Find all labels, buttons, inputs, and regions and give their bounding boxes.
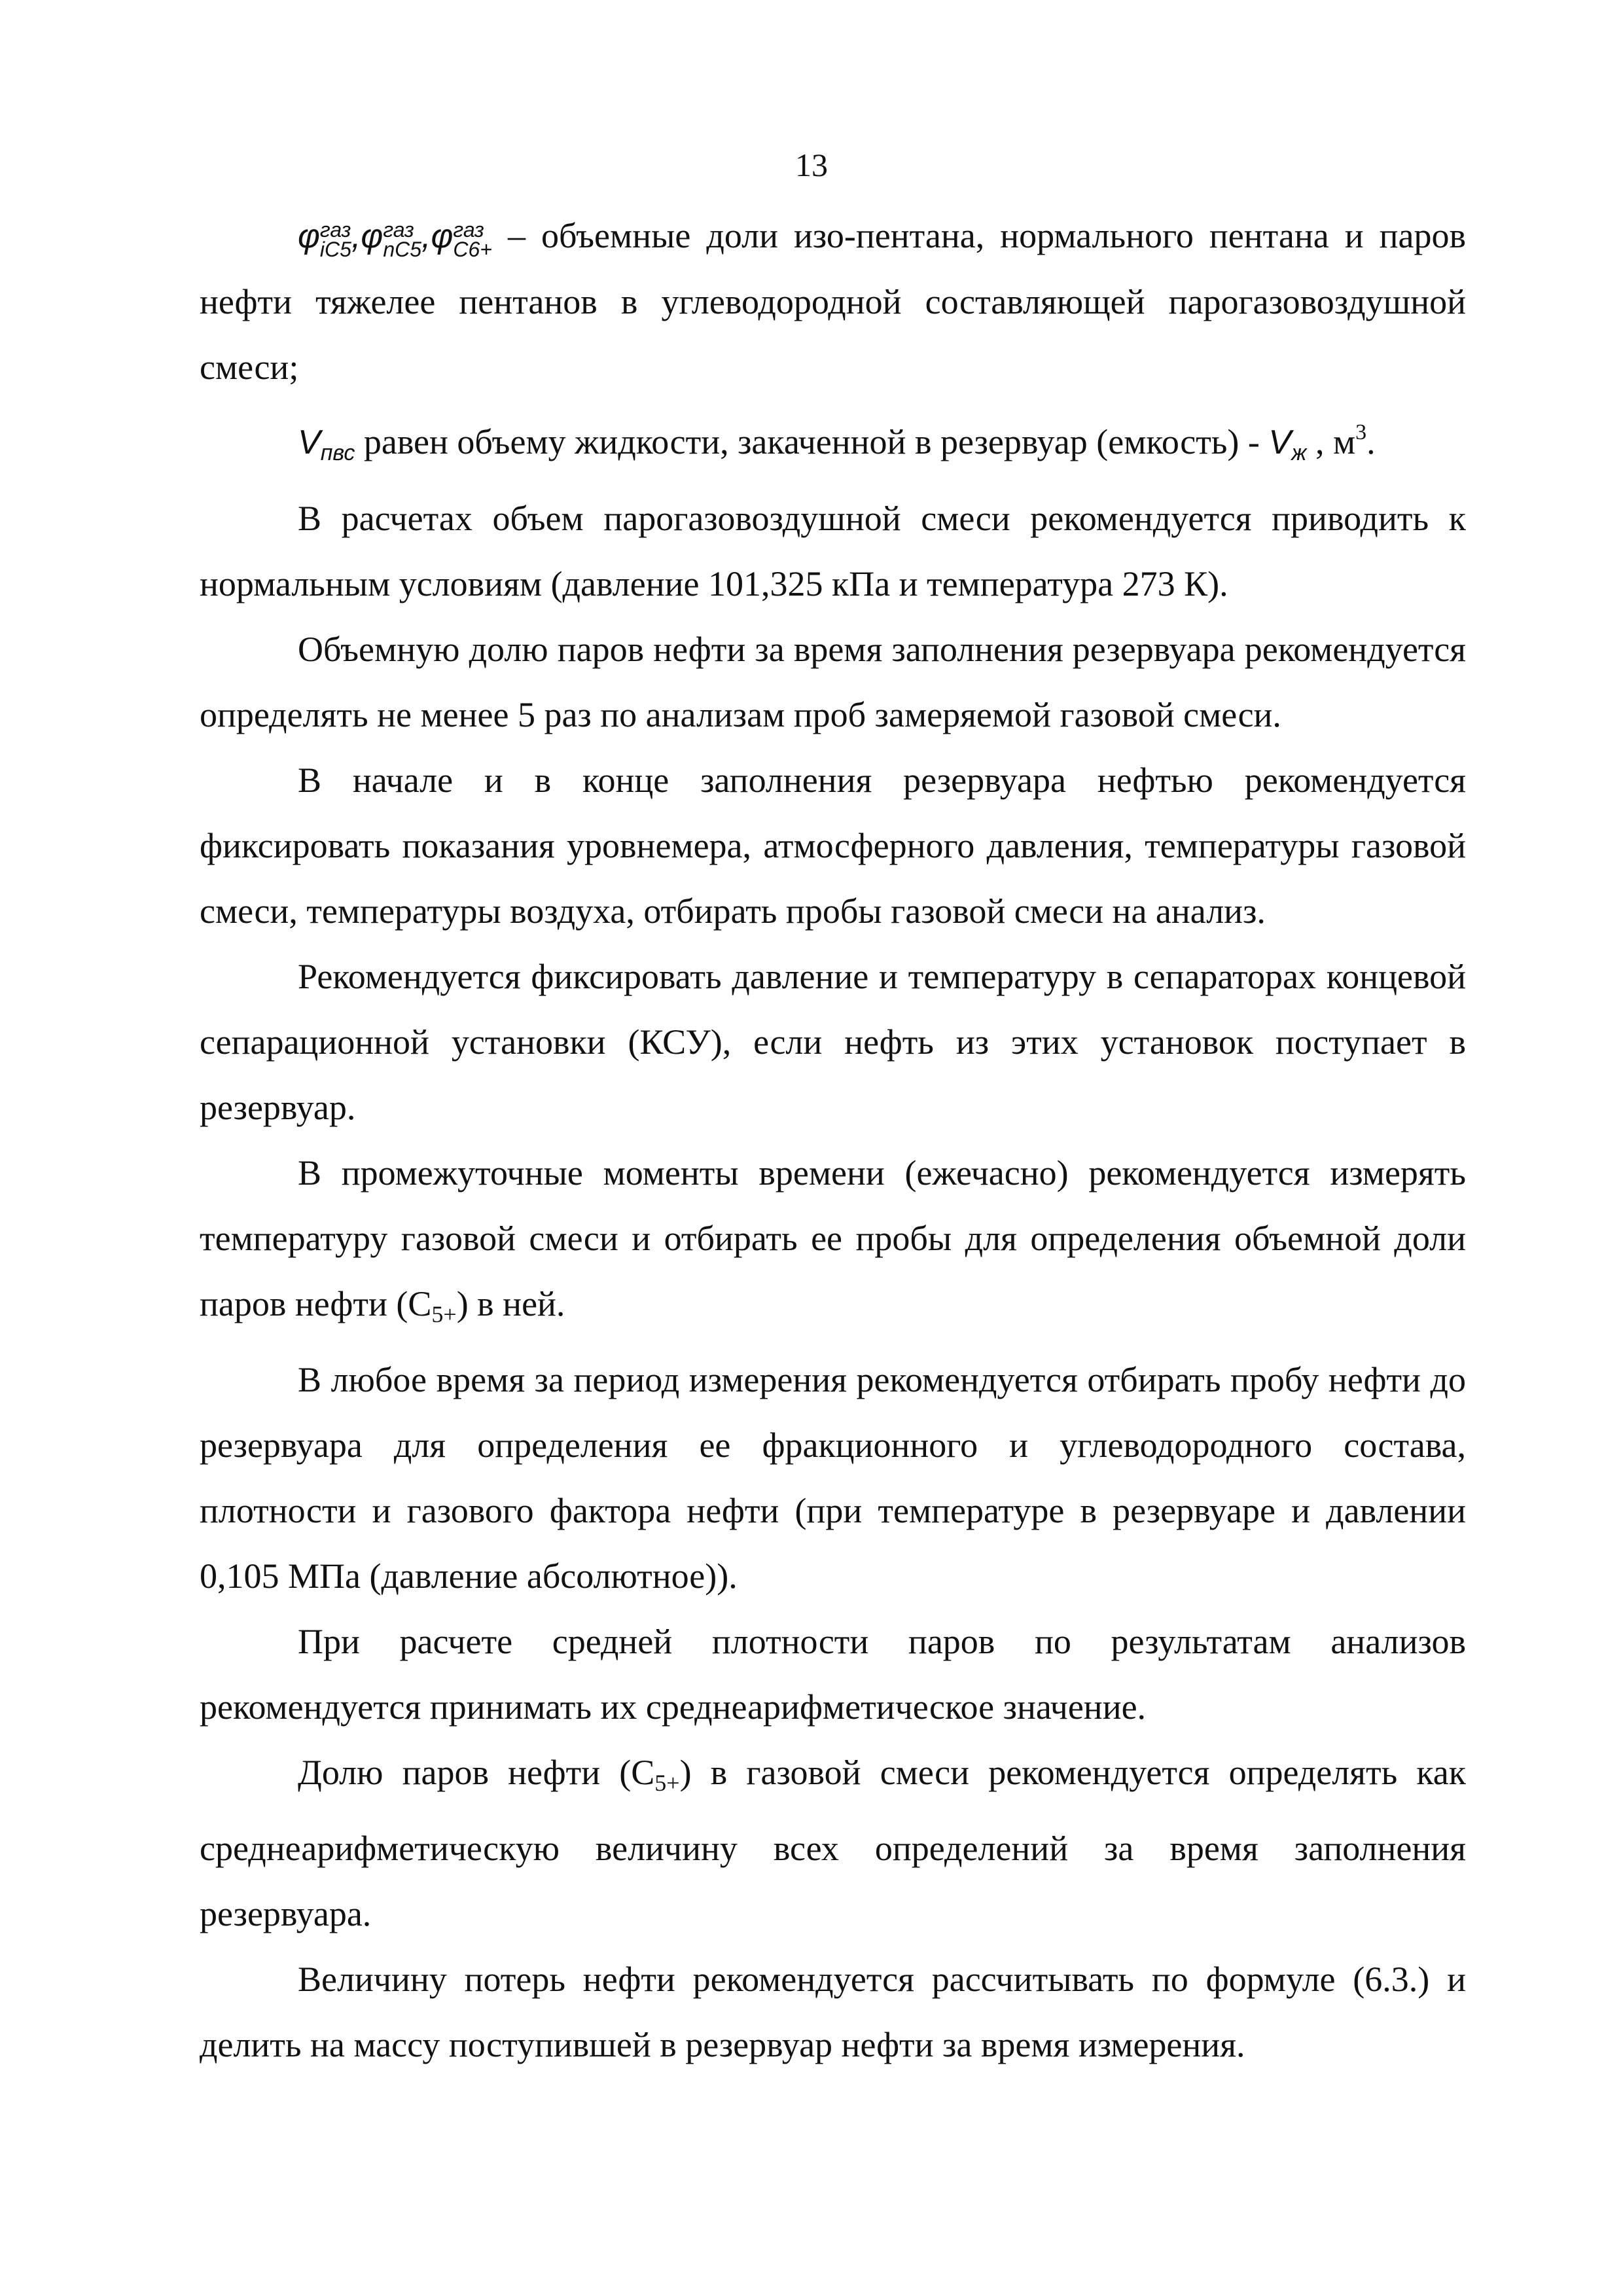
paragraph-7: При расчете средней плотности паров по результатам анализов рекомендуется принимать их среднеарифметическое значение. [200, 1622, 1466, 1727]
phi-index: газ iC5 [319, 218, 351, 261]
paragraph-5: В промежуточные моменты времени (ежечасно) рекомендуется измерять температуру газовой смеси и отбирать ее пробы для определения объемной доли паров нефти (С5+) в ней. [200, 1153, 1466, 1327]
definition-phi: φ газ iC5 ,φ газ nC5 ,φ газ C6+ – объемные доли изо-пентана, нормального пентана и паров нефти тяжелее пентанов в углеводородной составляющей парогазовоздушной смеси; [200, 216, 1467, 387]
definition-v: $V_{пвс}$ равен объему жидкости, закаченной в резервуар (емкость) - $V_ж$ , $м^3$. [298, 420, 1376, 465]
paragraph-4: Рекомендуется фиксировать давление и температуру в сепараторах концевой сепарационной установки (КСУ), если нефть из этих установок поступает в резервуар. [200, 957, 1466, 1127]
definition-phi-text-rest: паров нефти тяжелее пентанов в углеводородной составляющей парогазовоздушной смеси; [200, 216, 1467, 387]
page-number: 13 [795, 147, 828, 183]
body-text [200, 203, 1466, 2077]
definition-phi-text: – объемные доли изо-пентана, нормального пентана и [491, 216, 1364, 255]
paragraph-3: В начале и в конце заполнения резервуара нефтью рекомендуется фиксировать показания уровнемера, атмосферного давления, температуры газовой смеси, температуры воздуха, отбирать пробы газовой смеси на анализ. [200, 761, 1466, 931]
paragraph-6: В любое время за период измерения рекомендуется отбирать пробу нефти до резервуара для определения ее фракционного и углеводородного состава, плотности и газового фактора нефти (при температуре в резервуаре и давлении 0,105 МПа (давление абсолютное)). [200, 1360, 1466, 1596]
paragraph-9: Величину потерь нефти рекомендуется рассчитывать по формуле (6.3.) и делить на массу поступившей в резервуар нефти за время измерения. [200, 1960, 1466, 2064]
paragraph-8: Долю паров нефти (С5+) в газовой смеси рекомендуется определять как среднеарифметическую величину всех определений за время заполнения резервуара. [200, 1753, 1467, 1933]
phi-symbol: φ [298, 217, 320, 255]
paragraph-1: В расчетах объем парогазовоздушной смеси рекомендуется приводить к нормальным условиям (давление 101,325 кПа и температура 273 К). [200, 499, 1466, 603]
paragraph-2: Объемную долю паров нефти за время заполнения резервуара рекомендуется определять не менее 5 раз по анализам проб замеряемой газовой смеси. [200, 630, 1466, 734]
